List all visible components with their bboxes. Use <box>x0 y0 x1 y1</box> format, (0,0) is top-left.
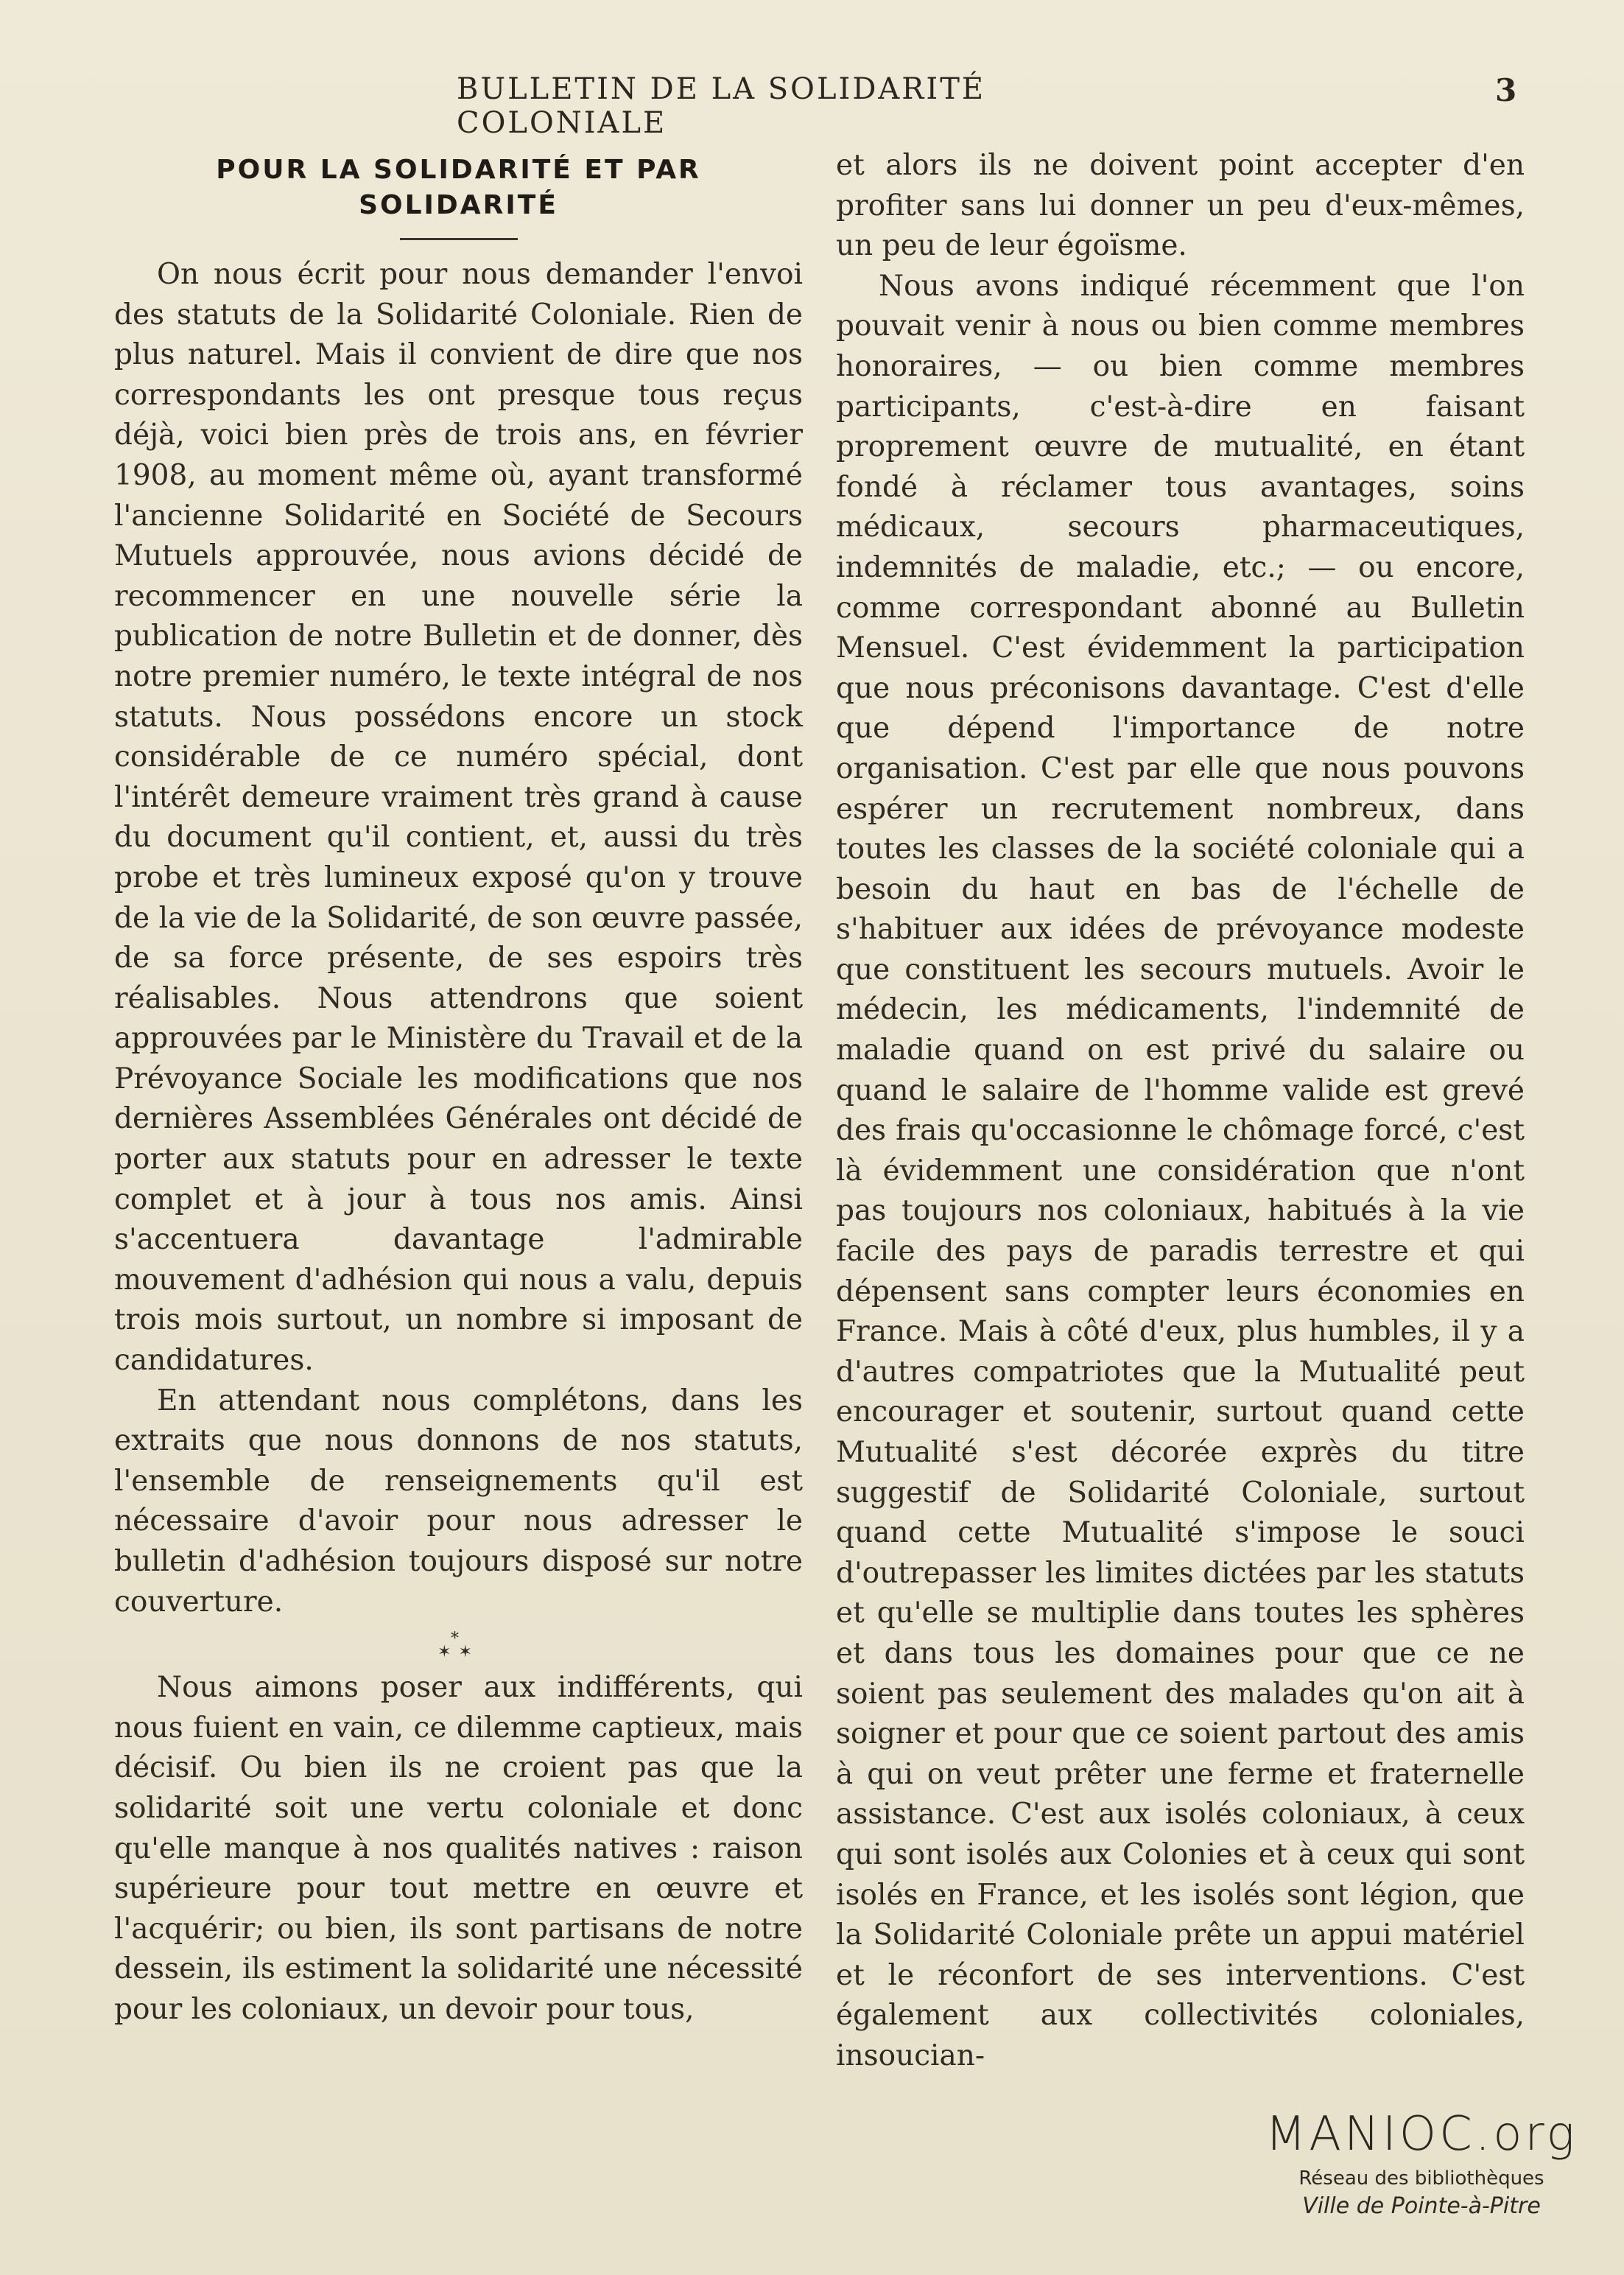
running-header <box>0 72 1624 140</box>
watermark-city: Ville de Pointe-à-Pitre <box>1302 2193 1541 2219</box>
asterism-star: * <box>451 1630 466 1649</box>
asterism-stars-pair: ✶✶ <box>437 1643 479 1662</box>
right-column <box>836 146 1525 2077</box>
left-column <box>114 144 803 2030</box>
paragraph: Nous avons indiqué récemment que l'on pouvait venir à nous ou bien comme membres honoraires, — ou bien comme membres participants, c'est-à-dire en faisant proprement œuvre de mutualité, en étant fondé à réclamer tous avantages, soins médicaux, secours pharmaceutiques, indemnités de maladie, etc.; — ou encore, comme correspondant abonné au Bulletin Mensuel. C'est évidemment la participation que nous préconisons davantage. C'est d'elle que dépend l'importance de notre organisation. C'est par elle que nous pouvons espérer un recrutement nombreux, dans toutes les classes de la société coloniale qui a besoin du haut en bas de l'échelle de s'habituer aux idées de prévoyance modeste que constituent les secours mutuels. Avoir le médecin, les médicaments, l'indemnité de maladie quand on est privé du salaire ou quand le salaire de l'homme valide est grevé des frais qu'occasionne le chômage forcé, c'est là évidemment une considération que n'ont pas toujours nos coloniaux, habitués à la vie facile des pays de paradis terrestre et qui dépensent sans compter leurs économies en France. Mais à côté d'eux, plus humbles, il y a d'autres compatriotes que la Mutualité peut encourager et soutenir, surtout quand cette Mutualité s'est décorée exprès du titre suggestif de Solidarité Coloniale, surtout quand cette Mutualité s'impose le souci d'outrepasser les limites dictées par les statuts et qu'elle se multiplie dans toutes les sphères et dans tous les domaines pour que ce ne soient pas seulement des malades qu'on ait à soigner et pour que ce soient partout des amis à qui on veut prêter une ferme et fraternelle assistance. C'est aux isolés coloniaux, à ceux qui sont isolés aux Colonies et à ceux qui sont isolés en France, et les isolés sont légion, que la Solidarité Coloniale prête un appui matériel et le réconfort de ses interventions. C'est également aux collectivités coloniales, insoucian- <box>836 269 1525 2072</box>
page-number: 3 <box>1495 72 1517 108</box>
paragraph: En attendant nous complétons, dans les extraits que nous donnons de nos statuts, l'ensemble de renseignements qu'il est nécessaire d'avoir pour nous adresser le bulletin d'adhésion toujours disposé sur notre couverture. <box>114 1384 803 1619</box>
asterism-separator <box>114 1622 803 1668</box>
running-title: BULLETIN DE LA SOLIDARITÉ COLONIALE <box>457 72 986 140</box>
article-title: POUR LA SOLIDARITÉ ET PAR SOLIDARITÉ <box>216 155 701 220</box>
watermark-network: Réseau des bibliothèques <box>1298 2167 1544 2190</box>
paragraph-continued: et alors ils ne doivent point accepter d'en profiter sans lui donner un peu d'eux-mêmes, un peu de leur égoïsme. <box>836 149 1525 263</box>
paragraph: On nous écrit pour nous demander l'envoi des statuts de la Solidarité Coloniale. Rien de plus naturel. Mais il convient de dire que nos correspondants les ont presque tous reçus déjà, voici bien près de trois ans, en février 1908, au moment même où, ayant transformé l'ancienne Solidarité en Société de Secours Mutuels approuvée, nous avions décidé de recommencer en une nouvelle série la publication de notre Bulletin et de donner, dès notre premier numéro, le texte intégral de nos statuts. Nous possédons encore un stock considérable de ce numéro spécial, dont l'intérêt demeure vraiment très grand à cause du document qu'il contient, et, aussi du très probe et très lumineux exposé qu'on y trouve de la vie de la Solidarité, de son œuvre passée, de sa force présente, de ses espoirs très réalisables. Nous attendrons que soient approuvées par le Ministère du Travail et de la Prévoyance Sociale les modifications que nos dernières Assemblées Générales ont décidé de porter aux statuts pour en adresser le texte complet et à jour à tous nos amis. Ainsi s'accentuera davantage l'admirable mouvement d'adhésion qui nous a valu, depuis trois mois surtout, un nombre si imposant de candidatures. <box>114 258 803 1378</box>
manioc-logo: MANIOC.org <box>1265 2107 1578 2162</box>
title-divider <box>400 238 518 240</box>
manioc-watermark <box>1245 2107 1598 2220</box>
paragraph: Nous aimons poser aux indifférents, qui nous fuient en vain, ce dilemme captieux, mais décisif. Ou bien ils ne croient pas que la solidarité soit une vertu coloniale et donc qu'elle manque à nos qualités natives : raison supérieure pour tout mettre en œuvre et l'acquérir; ou bien, ils sont partisans de notre dessein, ils estiment la solidarité une nécessité pour les coloniaux, un devoir pour tous, <box>114 1671 803 2026</box>
